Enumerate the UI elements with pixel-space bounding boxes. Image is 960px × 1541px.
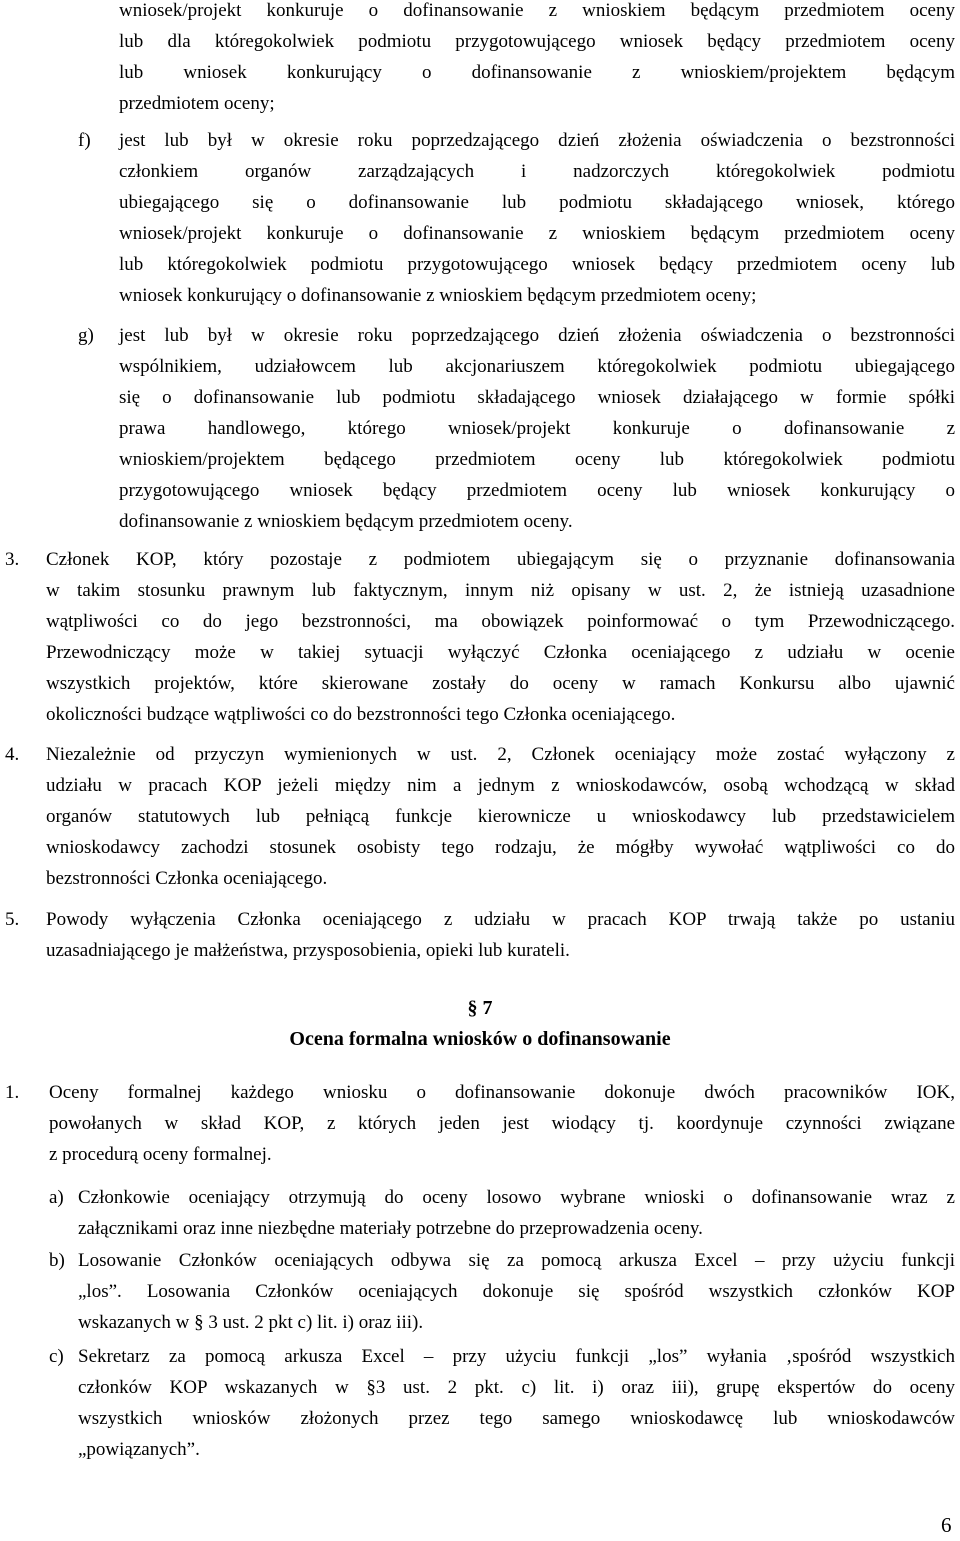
text-line: jest lub był w okresie roku poprzedzającego dzień złożenia oświadczenia o bezstronności [119,325,955,346]
text-line: wszystkich wniosków złożonych przez tego samego wnioskodawcę lub wnioskodawców [78,1408,955,1429]
text-line: powołanych w skład KOP, z których jeden jest wiodący tj. koordynuje czynności związane [49,1113,955,1134]
text-line: Oceny formalnej każdego wniosku o dofinansowanie dokonuje dwóch pracowników IOK, [49,1082,955,1103]
list-item-c [78,1341,955,1465]
text-line: przygotowującego wniosek będący przedmiotem oceny lub wniosek konkurujący o [119,480,955,501]
text-line: Sekretarz za pomocą arkusza Excel – przy użyciu funkcji „los” wyłania ‚spośród wszystkich [78,1346,955,1367]
text-line: ubiegającego się o dofinansowanie lub podmiotu składającego wniosek, którego [119,192,955,213]
text-line: Powody wyłączenia Członka oceniającego z udziału w pracach KOP trwają także po ustaniu [46,909,955,930]
list-marker-section-1: 1. [5,1082,20,1103]
list-item-g [119,320,955,537]
text-line: wniosek konkurujący o dofinansowanie z wnioskiem będącym przedmiotem oceny; [119,285,757,306]
list-marker-3: 3. [5,549,20,570]
list-marker-a: a) [49,1187,64,1208]
text-line: wniosek/projekt konkuruje o dofinansowanie z wnioskiem będącym przedmiotem oceny [119,223,955,244]
text-line: lub wniosek konkurujący o dofinansowanie z wnioskiem/projektem będącym [119,62,955,83]
text-line: „los”. Losowania Członków oceniających dokonuje się spośród wszystkich członków KOP [78,1281,955,1302]
text-line: w takim stosunku prawnym lub faktycznym, innym niż opisany w ust. 2, że istnieją uzasadnione [46,580,955,601]
text-line: „powiązanych”. [78,1439,200,1460]
list-item-4 [46,739,955,894]
continued-paragraph [119,0,955,119]
text-line: członków KOP wskazanych w §3 ust. 2 pkt. c) lit. i) oraz iii), grupę ekspertów do oceny [78,1377,955,1398]
text-line: się o dofinansowanie lub podmiotu składającego wniosek działającego w formie spółki [119,387,955,408]
text-line: okoliczności budzące wątpliwości co do bezstronności tego Członka oceniającego. [46,704,676,725]
list-item-5 [46,904,955,966]
list-marker-g: g) [78,325,94,346]
text-line: prawa handlowego, którego wniosek/projekt konkuruje o dofinansowanie z [119,418,955,439]
text-line: przedmiotem oceny; [119,93,275,114]
text-line: wskazanych w § 3 ust. 2 pkt c) lit. i) oraz iii). [78,1312,424,1333]
text-line: z procedurą oceny formalnej. [49,1144,272,1165]
text-line: Niezależnie od przyczyn wymienionych w ust. 2, Członek oceniający może zostać wyłączony z [46,744,955,765]
text-line: Losowanie Członków oceniających odbywa się za pomocą arkusza Excel – przy użyciu funkcji [78,1250,955,1271]
text-line: uzasadniającego je małżeństwa, przysposobienia, opieki lub kurateli. [46,940,570,961]
text-line: wnioskodawcy zachodzi stosunek osobisty tego rodzaju, że mógłby wywołać wątpliwości co do [46,837,955,858]
text-line: wątpliwości co do jego bezstronności, ma obowiązek poinformować o tym Przewodniczącego. [46,611,955,632]
list-marker-5: 5. [5,909,20,930]
text-line: wszystkich projektów, które skierowane zostały do oceny w ramach Konkursu albo ujawnić [46,673,955,694]
text-line: lub dla któregokolwiek podmiotu przygotowującego wniosek będący przedmiotem oceny [119,31,955,52]
text-line: wnioskiem/projektem będącego przedmiotem oceny lub któregokolwiek podmiotu [119,449,955,470]
list-marker-f: f) [78,130,91,151]
text-line: organów statutowych lub pełniącą funkcje kierownicze u wnioskodawcy lub przedstawicielem [46,806,955,827]
list-item-f [119,125,955,311]
list-item-a [78,1182,955,1244]
text-line: bezstronności Członka oceniającego. [46,868,328,889]
list-marker-4: 4. [5,744,20,765]
text-line: dofinansowanie z wnioskiem będącym przedmiotem oceny. [119,511,573,532]
page-number: 6 [941,1513,952,1537]
section-title: Ocena formalna wniosków o dofinansowanie [289,1028,671,1050]
text-line: załącznikami oraz inne niezbędne materiały potrzebne do przeprowadzenia oceny. [78,1218,703,1239]
text-line: wniosek/projekt konkuruje o dofinansowanie z wnioskiem będącym przedmiotem oceny [119,0,955,21]
list-marker-b: b) [49,1250,65,1271]
text-line: udziału w pracach KOP jeżeli między nim a jednym z wnioskodawców, osobą wchodzącą w skład [46,775,955,796]
list-marker-c: c) [49,1346,64,1367]
list-item-3 [46,544,955,730]
text-line: Przewodniczący może w takiej sytuacji wyłączyć Członka oceniającego z udziału w ocenie [46,642,955,663]
list-item-section-1 [49,1077,955,1170]
text-line: członkiem organów zarządzających i nadzorczych któregokolwiek podmiotu [119,161,955,182]
list-item-b [78,1245,955,1338]
section-number: § 7 [467,997,493,1019]
text-line: Członek KOP, który pozostaje z podmiotem ubiegającym się o przyznanie dofinansowania [46,549,955,570]
text-line: Członkowie oceniający otrzymują do oceny losowo wybrane wnioski o dofinansowanie wraz z [78,1187,955,1208]
text-line: jest lub był w okresie roku poprzedzającego dzień złożenia oświadczenia o bezstronności [119,130,955,151]
text-line: wspólnikiem, udziałowcem lub akcjonariuszem któregokolwiek podmiotu ubiegającego [119,356,955,377]
text-line: lub któregokolwiek podmiotu przygotowującego wniosek będący przedmiotem oceny lub [119,254,955,275]
